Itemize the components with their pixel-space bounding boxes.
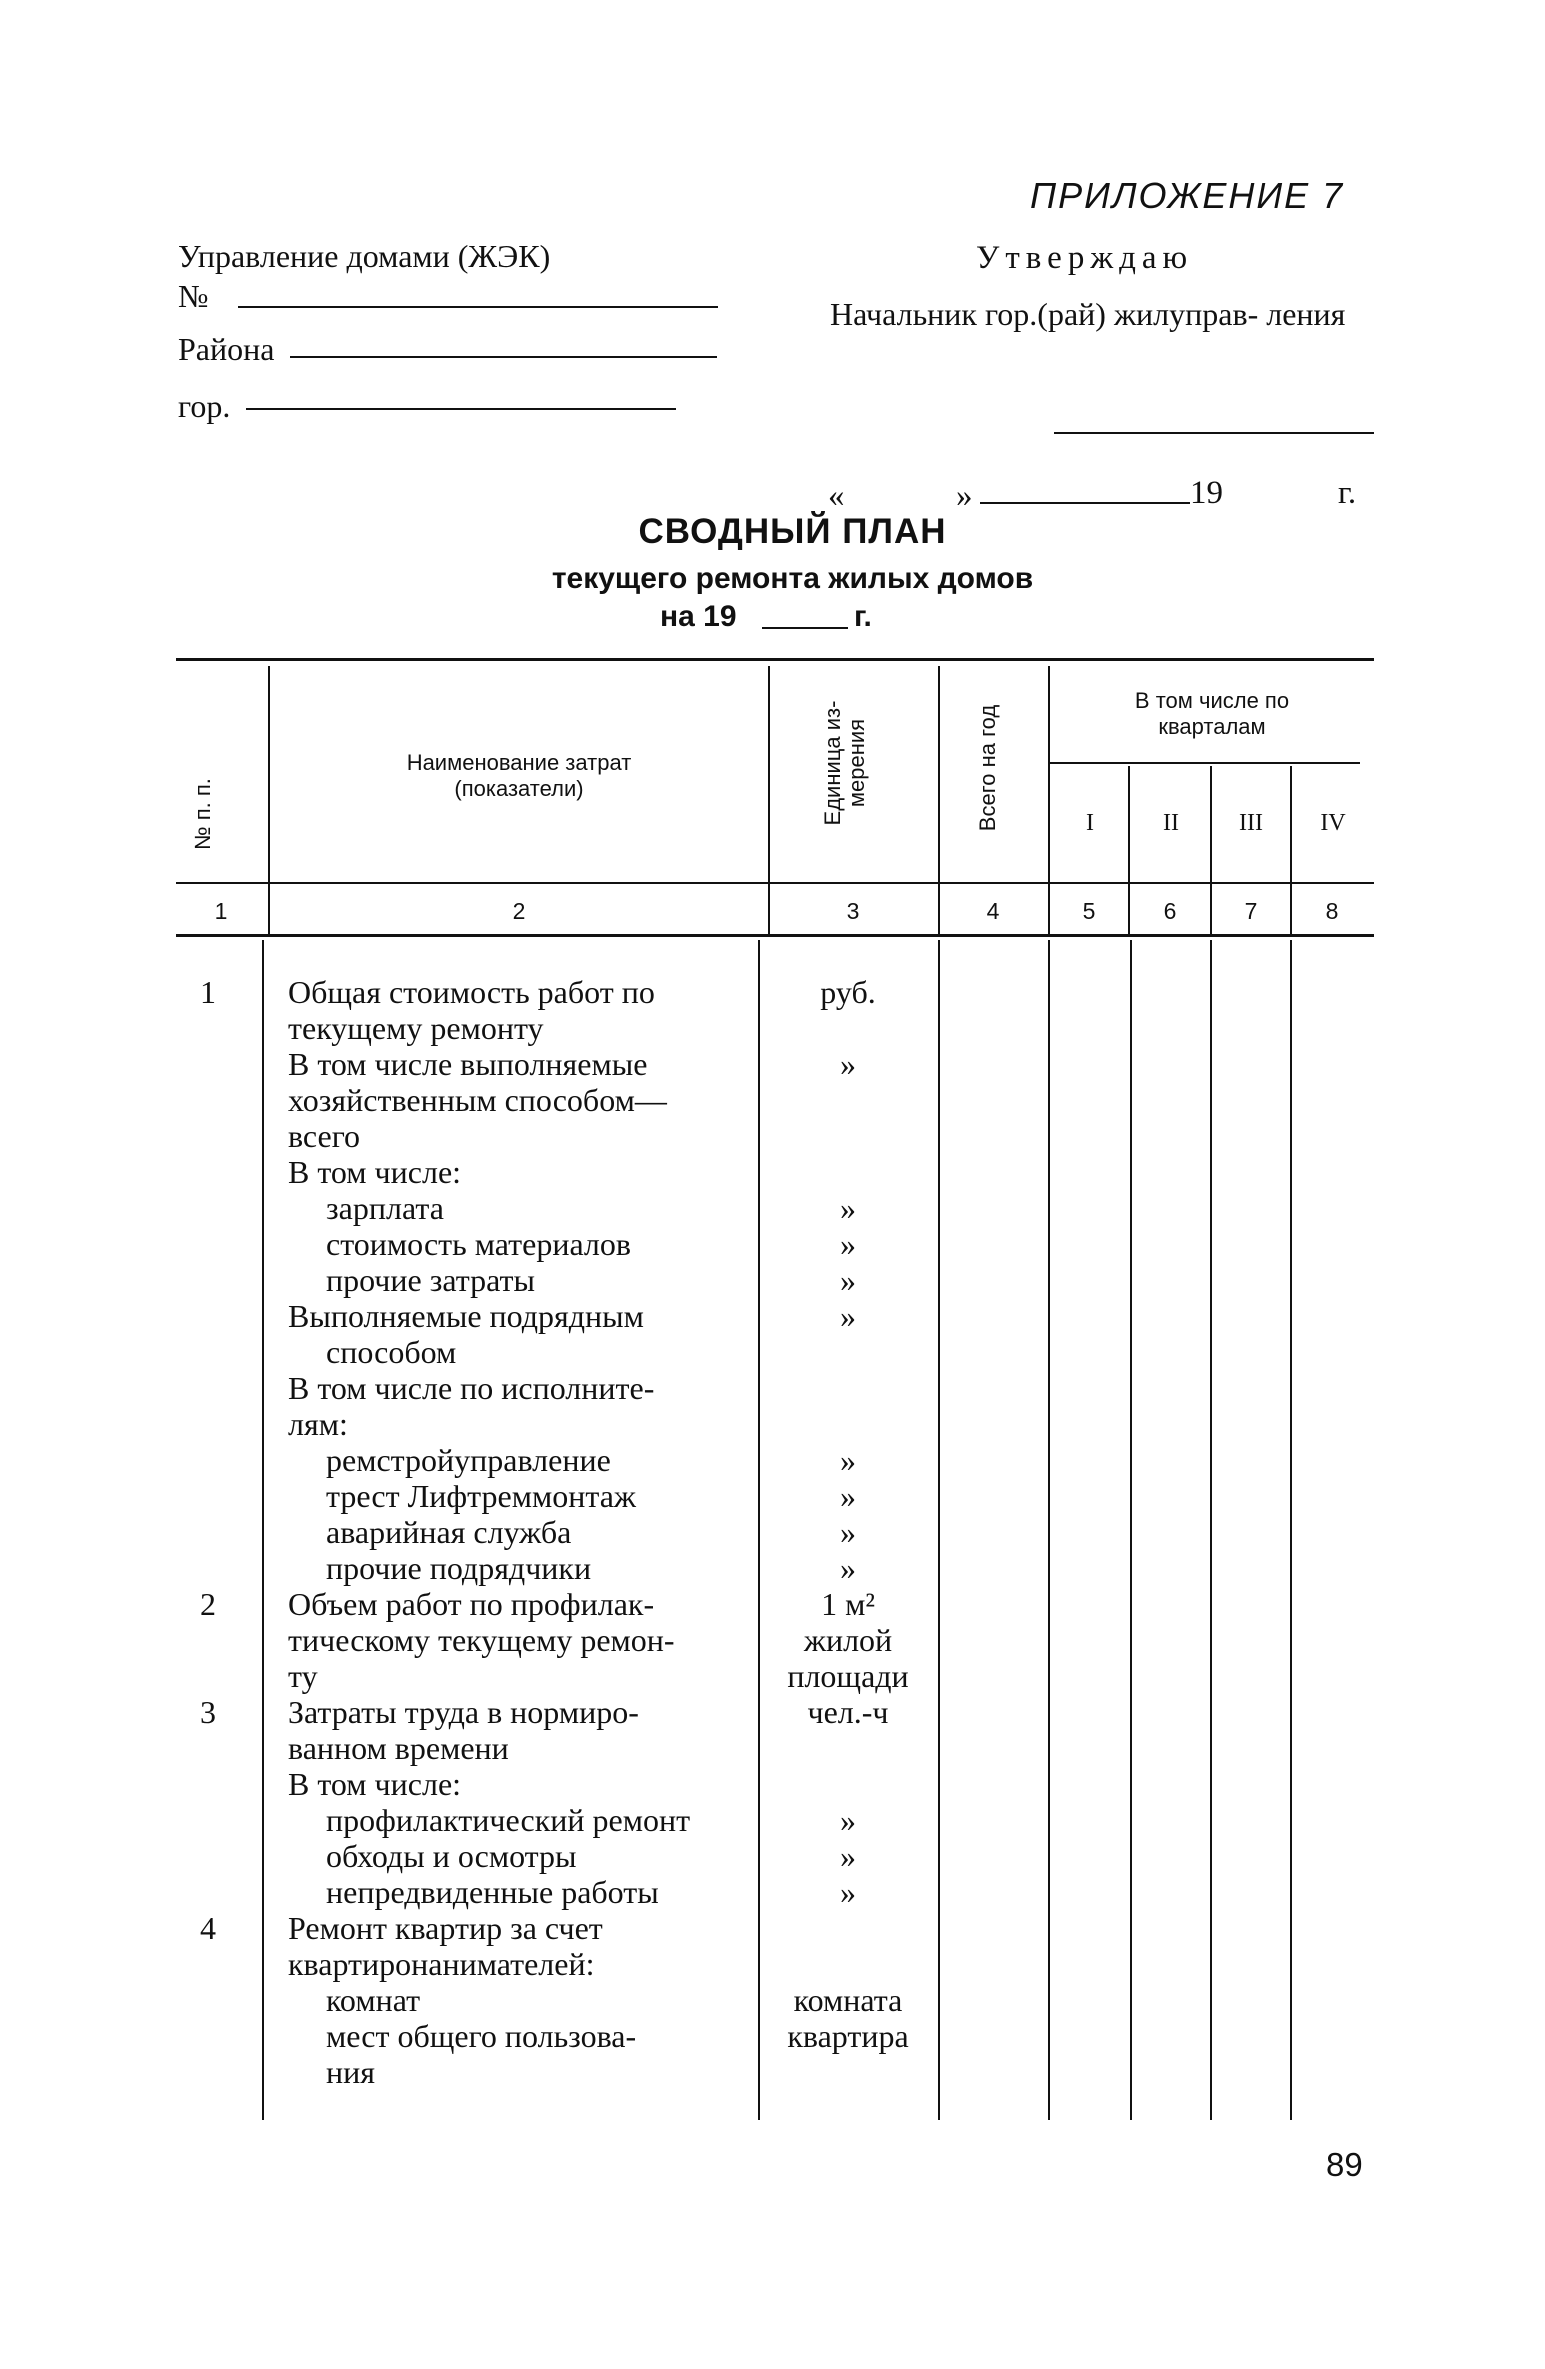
row-unit: комната bbox=[793, 1982, 903, 2018]
row-cost-name: Выполняемые подрядным bbox=[288, 1298, 644, 1334]
row-cost-name: стоимость материалов bbox=[326, 1226, 631, 1262]
quarters-rule bbox=[1050, 762, 1360, 764]
document-subtitle: текущего ремонта жилых домов bbox=[551, 562, 1034, 595]
column-number-6: 6 bbox=[1163, 898, 1177, 924]
city-label: гор. bbox=[178, 388, 231, 424]
row-unit: квартира bbox=[787, 2018, 909, 2054]
column-numbers-rule bbox=[176, 934, 1374, 937]
row-cost-name: непредвиденные работы bbox=[326, 1874, 659, 1910]
title-year-line bbox=[762, 627, 848, 629]
title-year-suffix: г. bbox=[854, 600, 872, 633]
col-divider-1 bbox=[268, 666, 270, 936]
row-number: 1 bbox=[200, 974, 216, 1010]
row-cost-name: Затраты труда в нормиро- bbox=[288, 1694, 639, 1730]
header-total-year: Всего на год bbox=[975, 704, 1000, 832]
district-label: Района bbox=[178, 331, 275, 367]
housing-office-label: Управление домами (ЖЭК) bbox=[178, 238, 551, 274]
approver-position: Начальник гор.(рай) жилуправ- ления bbox=[830, 296, 1346, 332]
header-name-line2: (показатели) bbox=[454, 776, 584, 801]
row-cost-name: квартиронанимателей: bbox=[288, 1946, 595, 1982]
row-unit: жилой bbox=[803, 1622, 893, 1658]
row-cost-name: способом bbox=[326, 1334, 457, 1370]
row-cost-name: трест Лифтреммонтаж bbox=[326, 1478, 637, 1514]
header-bottom-rule bbox=[176, 882, 1374, 884]
row-unit: » bbox=[840, 1046, 856, 1082]
body-divider-5 bbox=[1130, 940, 1132, 2120]
row-cost-name: зарплата bbox=[326, 1190, 444, 1226]
district-fill-line bbox=[290, 356, 717, 358]
column-number-4: 4 bbox=[986, 898, 1000, 924]
approve-label: Утверждаю bbox=[976, 240, 1194, 276]
row-cost-name: аварийная служба bbox=[326, 1514, 572, 1550]
header-quarters-line2: кварталам bbox=[1158, 714, 1266, 739]
row-cost-name: тическому текущему ремон- bbox=[288, 1622, 675, 1658]
row-number: 4 bbox=[200, 1910, 216, 1946]
column-number-8: 8 bbox=[1325, 898, 1339, 924]
row-cost-name: ния bbox=[326, 2054, 375, 2090]
row-cost-name: мест общего пользова- bbox=[326, 2018, 637, 2054]
row-unit: » bbox=[840, 1442, 856, 1478]
row-cost-name: В том числе по исполните- bbox=[288, 1370, 655, 1406]
date-quote-open: « bbox=[828, 478, 845, 514]
body-divider-4 bbox=[1048, 940, 1050, 2120]
header-quarters-line1: В том числе по bbox=[1134, 688, 1290, 713]
title-year-prefix: на 19 bbox=[660, 600, 737, 633]
number-label: № bbox=[178, 278, 209, 314]
column-number-3: 3 bbox=[846, 898, 860, 924]
row-number: 3 bbox=[200, 1694, 216, 1730]
row-unit: » bbox=[840, 1190, 856, 1226]
column-number-5: 5 bbox=[1082, 898, 1096, 924]
row-unit: » bbox=[840, 1298, 856, 1334]
row-unit: руб. bbox=[820, 974, 876, 1010]
row-unit: » bbox=[840, 1550, 856, 1586]
number-fill-line bbox=[238, 306, 718, 308]
header-unit-line1: Единица из- bbox=[820, 700, 845, 826]
header-unit-line2: мерения bbox=[844, 718, 869, 808]
row-unit: » bbox=[840, 1226, 856, 1262]
row-cost-name: прочие затраты bbox=[326, 1262, 535, 1298]
body-divider-7 bbox=[1290, 940, 1292, 2120]
row-cost-name: комнат bbox=[326, 1982, 421, 2018]
row-unit: » bbox=[840, 1802, 856, 1838]
city-fill-line bbox=[246, 408, 676, 410]
column-number-1: 1 bbox=[214, 898, 228, 924]
row-cost-name: профилактический ремонт bbox=[326, 1802, 691, 1838]
row-unit: » bbox=[840, 1838, 856, 1874]
row-unit: » bbox=[840, 1514, 856, 1550]
header-row-number: № п. п. bbox=[190, 778, 215, 850]
row-unit: » bbox=[840, 1874, 856, 1910]
table-top-rule bbox=[176, 658, 1374, 661]
col-divider-3 bbox=[938, 666, 940, 936]
date-fill-line bbox=[980, 502, 1190, 504]
date-g: г. bbox=[1338, 475, 1357, 511]
col-divider-4 bbox=[1048, 666, 1050, 936]
row-unit: 1 м² bbox=[821, 1586, 875, 1622]
row-cost-name: В том числе: bbox=[288, 1766, 462, 1802]
column-number-7: 7 bbox=[1244, 898, 1258, 924]
column-number-2: 2 bbox=[512, 898, 526, 924]
row-unit: площади bbox=[787, 1658, 909, 1694]
header-q4: IV bbox=[1320, 810, 1346, 836]
row-cost-name: хозяйственным способом— bbox=[288, 1082, 667, 1118]
page-number: 89 bbox=[1326, 2146, 1363, 2183]
row-cost-name: текущему ремонту bbox=[288, 1010, 544, 1046]
row-cost-name: В том числе: bbox=[288, 1154, 462, 1190]
row-unit: » bbox=[840, 1478, 856, 1514]
row-unit: » bbox=[840, 1262, 856, 1298]
row-cost-name: обходы и осмотры bbox=[326, 1838, 577, 1874]
row-cost-name: Ремонт квартир за счет bbox=[288, 1910, 603, 1946]
appendix-label: ПРИЛОЖЕНИЕ 7 bbox=[1030, 175, 1345, 216]
col-divider-2 bbox=[768, 666, 770, 936]
header-q1: I bbox=[1086, 810, 1094, 836]
body-divider-1 bbox=[262, 940, 264, 2120]
row-cost-name: ту bbox=[288, 1658, 318, 1694]
row-cost-name: Общая стоимость работ по bbox=[288, 974, 655, 1010]
header-q3: III bbox=[1239, 810, 1263, 836]
document-title: СВОДНЫЙ ПЛАН bbox=[638, 512, 947, 551]
header-name-line1: Наименование затрат bbox=[406, 750, 632, 775]
header-q2: II bbox=[1163, 810, 1179, 836]
row-cost-name: ванном времени bbox=[288, 1730, 509, 1766]
row-cost-name: Объем работ по профилак- bbox=[288, 1586, 655, 1622]
row-cost-name: ремстройуправление bbox=[326, 1442, 611, 1478]
body-divider-3 bbox=[938, 940, 940, 2120]
row-cost-name: всего bbox=[288, 1118, 361, 1154]
date-quote-close: » bbox=[956, 478, 973, 514]
row-unit: чел.-ч bbox=[807, 1694, 889, 1730]
row-cost-name: лям: bbox=[288, 1406, 348, 1442]
date-year: 19 bbox=[1190, 475, 1223, 511]
body-divider-6 bbox=[1210, 940, 1212, 2120]
row-cost-name: В том числе выполняемые bbox=[288, 1046, 648, 1082]
row-number: 2 bbox=[200, 1586, 216, 1622]
row-cost-name: прочие подрядчики bbox=[326, 1550, 592, 1586]
signature-line bbox=[1054, 432, 1374, 434]
